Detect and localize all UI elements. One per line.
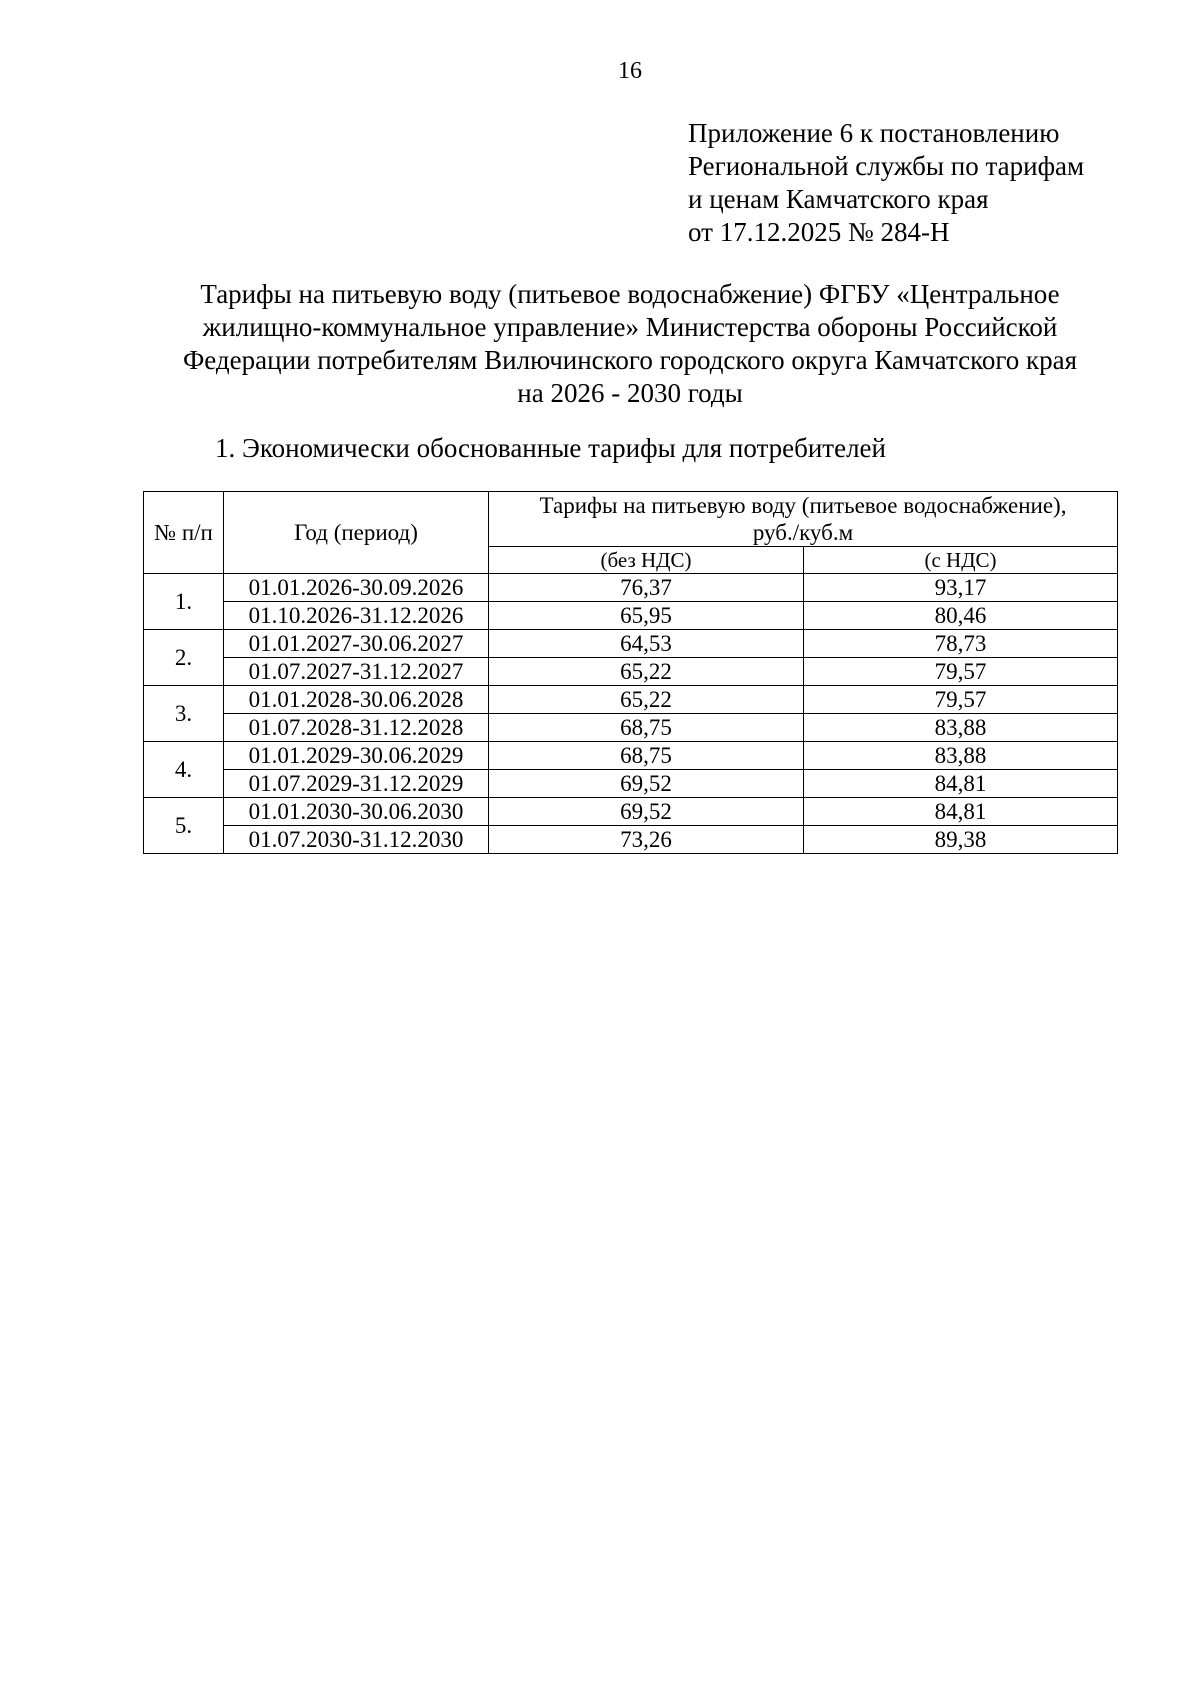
period-cell: 01.07.2027-31.12.2027 xyxy=(224,658,489,686)
tariff-with-vat-cell: 83,88 xyxy=(804,714,1118,742)
tariff-no-vat-cell: 64,53 xyxy=(489,630,804,658)
row-number: 1. xyxy=(144,574,224,630)
appendix-line: Приложение 6 к постановлению xyxy=(688,118,1060,148)
title-line: жилищно-коммунальное управление» Министерства обороны Российской xyxy=(202,312,1058,342)
period-cell: 01.07.2030-31.12.2030 xyxy=(224,826,489,854)
row-number: 4. xyxy=(144,742,224,798)
header-tariff-line: Тарифы на питьевую воду (питьевое водоснабжение), xyxy=(539,493,1067,518)
document-title xyxy=(140,278,1120,410)
tariff-with-vat-cell: 93,17 xyxy=(804,574,1118,602)
tariff-with-vat-cell: 79,57 xyxy=(804,658,1118,686)
period-cell: 01.07.2029-31.12.2029 xyxy=(224,770,489,798)
header-tariff xyxy=(489,492,1118,547)
tariff-no-vat-cell: 65,95 xyxy=(489,602,804,630)
page-number: 16 xyxy=(618,58,642,84)
period-cell: 01.01.2030-30.06.2030 xyxy=(224,798,489,826)
table-row xyxy=(144,630,1118,658)
appendix-note xyxy=(688,117,1084,249)
header-num: № п/п xyxy=(144,492,224,574)
header-with-vat: (с НДС) xyxy=(804,547,1118,574)
table-row xyxy=(144,602,1118,630)
period-cell: 01.01.2029-30.06.2029 xyxy=(224,742,489,770)
row-number: 5. xyxy=(144,798,224,854)
table-row xyxy=(144,742,1118,770)
tariff-no-vat-cell: 76,37 xyxy=(489,574,804,602)
row-number: 2. xyxy=(144,630,224,686)
tariff-table-header xyxy=(144,492,1118,574)
row-number: 3. xyxy=(144,686,224,742)
tariff-with-vat-cell: 84,81 xyxy=(804,798,1118,826)
title-line: на 2026 - 2030 годы xyxy=(517,378,743,408)
tariff-no-vat-cell: 68,75 xyxy=(489,742,804,770)
period-cell: 01.01.2026-30.09.2026 xyxy=(224,574,489,602)
title-line: Федерации потребителям Вилючинского городского округа Камчатского края xyxy=(182,345,1078,375)
tariff-with-vat-cell: 89,38 xyxy=(804,826,1118,854)
period-cell: 01.10.2026-31.12.2026 xyxy=(224,602,489,630)
header-no-vat: (без НДС) xyxy=(489,547,804,574)
section-title: 1. Экономически обоснованные тарифы для потребителей xyxy=(215,433,886,463)
tariff-no-vat-cell: 68,75 xyxy=(489,714,804,742)
header-period: Год (период) xyxy=(224,492,489,574)
tariff-no-vat-cell: 65,22 xyxy=(489,686,804,714)
table-row xyxy=(144,770,1118,798)
tariff-table-body xyxy=(144,574,1118,854)
table-row xyxy=(144,686,1118,714)
tariff-table xyxy=(143,491,1118,854)
tariff-no-vat-cell: 69,52 xyxy=(489,798,804,826)
appendix-line: от 17.12.2025 № 284-Н xyxy=(688,217,950,247)
tariff-no-vat-cell: 73,26 xyxy=(489,826,804,854)
table-row xyxy=(144,714,1118,742)
period-cell: 01.01.2027-30.06.2027 xyxy=(224,630,489,658)
tariff-with-vat-cell: 83,88 xyxy=(804,742,1118,770)
header-tariff-unit: руб./куб.м xyxy=(752,520,854,545)
tariff-no-vat-cell: 69,52 xyxy=(489,770,804,798)
table-row xyxy=(144,826,1118,854)
period-cell: 01.07.2028-31.12.2028 xyxy=(224,714,489,742)
appendix-line: Региональной службы по тарифам xyxy=(688,151,1085,181)
tariff-with-vat-cell: 80,46 xyxy=(804,602,1118,630)
table-row xyxy=(144,798,1118,826)
table-row xyxy=(144,574,1118,602)
table-row xyxy=(144,658,1118,686)
tariff-with-vat-cell: 79,57 xyxy=(804,686,1118,714)
tariff-no-vat-cell: 65,22 xyxy=(489,658,804,686)
tariff-with-vat-cell: 78,73 xyxy=(804,630,1118,658)
tariff-with-vat-cell: 84,81 xyxy=(804,770,1118,798)
period-cell: 01.01.2028-30.06.2028 xyxy=(224,686,489,714)
appendix-line: и ценам Камчатского края xyxy=(688,184,989,214)
title-line: Тарифы на питьевую воду (питьевое водоснабжение) ФГБУ «Центральное xyxy=(200,279,1060,309)
